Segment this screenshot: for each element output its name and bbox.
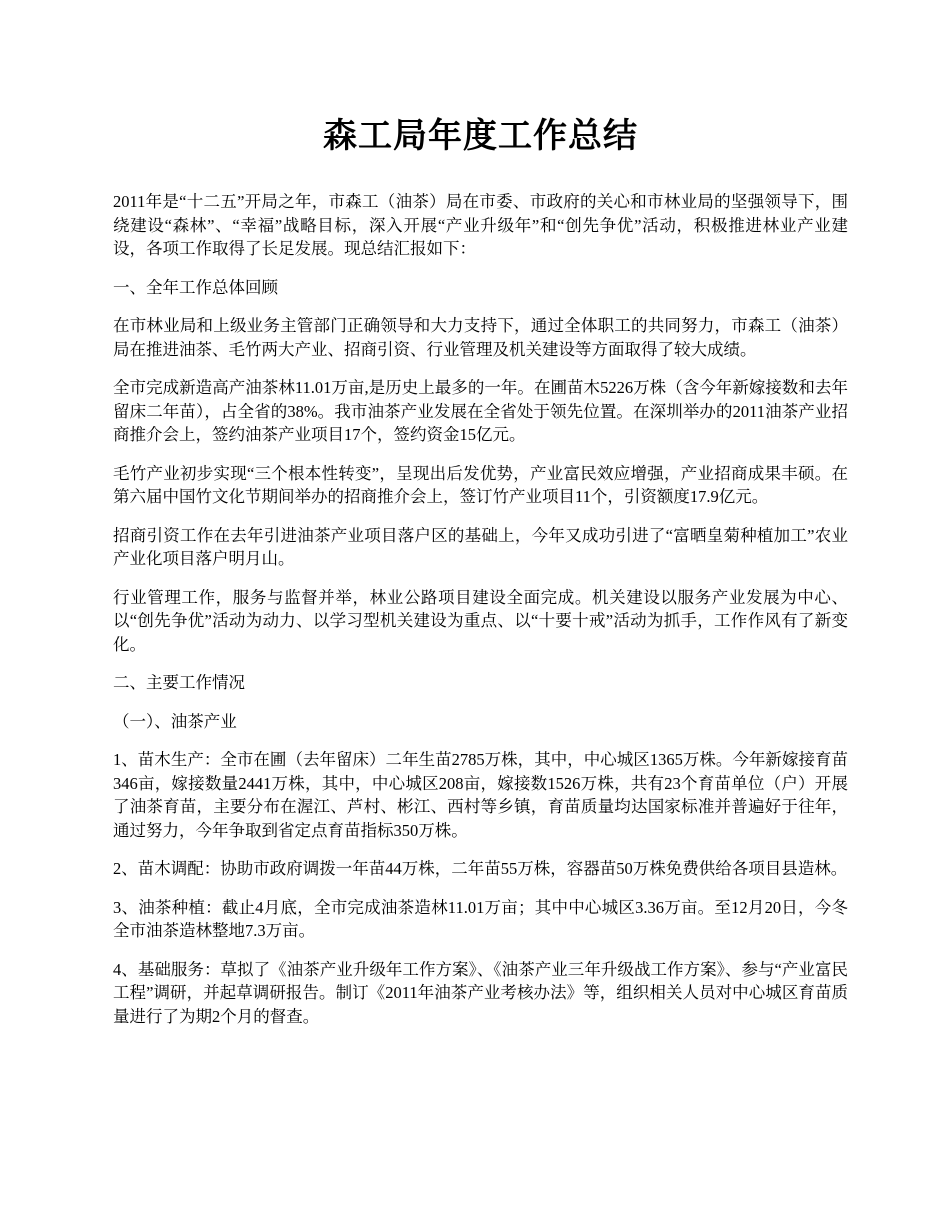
body-paragraph: 毛竹产业初步实现“三个根本性转变”，呈现出后发优势，产业富民效应增强，产业招商成果丰硕。在第六届中国竹文化节期间举办的招商推介会上，签订竹产业项目11个，引资额度17.9亿元。	[113, 463, 848, 506]
document-body	[113, 112, 848, 1043]
subsection-heading-oil-tea: （一）、油茶产业	[113, 711, 237, 731]
body-paragraph: 1、苗木生产：全市在圃（去年留床）二年生苗2785万株，其中，中心城区1365万株。今年新嫁接育苗346亩，嫁接数量2441万株，其中，中心城区208亩，嫁接数1526万株，共有23个育苗单位（户）开展了油茶育苗，主要分布在渥江、芦村、彬江、西村等乡镇，育苗质量均达国家标准并普遍好于往年，通过努力，今年争取到省定点育苗指标350万株。	[113, 750, 848, 840]
body-paragraph: 招商引资工作在去年引进油茶产业项目落户区的基础上，今年又成功引进了“富晒皇菊种植加工”农业产业化项目落户明月山。	[113, 525, 848, 568]
body-paragraph: 行业管理工作，服务与监督并举，林业公路项目建设全面完成。机关建设以服务产业发展为中心、以“创先争优”活动为动力、以学习型机关建设为重点、以“十要十戒”活动为抓手，工作作风有了新变化。	[113, 587, 848, 654]
body-paragraph: 全市完成新造高产油茶林11.01万亩,是历史上最多的一年。在圃苗木5226万株（含今年新嫁接数和去年留床二年苗），占全省的38%。我市油茶产业发展在全省处于领先位置。在深圳举办的2011油茶产业招商推介会上，签约油茶产业项目17个，签约资金15亿元。	[113, 378, 848, 444]
section-heading-overview: 一、全年工作总体回顾	[113, 277, 278, 297]
intro-paragraph: 2011年是“十二五”开局之年，市森工（油茶）局在市委、市政府的关心和市林业局的坚强领导下，围绕建设“森林”、“幸福”战略目标，深入开展“产业升级年”和“创先争优”活动，积极推进林业产业建设，各项工作取得了长足发展。现总结汇报如下：	[113, 192, 848, 258]
body-paragraph: 4、基础服务：草拟了《油茶产业升级年工作方案》、《油茶产业三年升级战工作方案》、参与“产业富民工程”调研，并起草调研报告。制订《2011年油茶产业考核办法》等，组织相关人员对中心城区育苗质量进行了为期2个月的督查。	[113, 959, 848, 1026]
body-paragraph: 在市林业局和上级业务主管部门正确领导和大力支持下，通过全体职工的共同努力，市森工（油茶）局在推进油茶、毛竹两大产业、招商引资、行业管理及机关建设等方面取得了较大成绩。	[113, 316, 848, 359]
body-paragraph: 2、苗木调配：协助市政府调拨一年苗44万株，二年苗55万株，容器苗50万株免费供给各项目县造林。	[113, 859, 848, 878]
section-heading-main-work: 二、主要工作情况	[113, 673, 245, 692]
body-paragraph: 3、油茶种植：截止4月底，全市完成油茶造林11.01万亩；其中中心城区3.36万亩。至12月20日，今冬全市油茶造林整地7.3万亩。	[113, 897, 848, 940]
document-title: 森工局年度工作总结	[323, 116, 638, 156]
